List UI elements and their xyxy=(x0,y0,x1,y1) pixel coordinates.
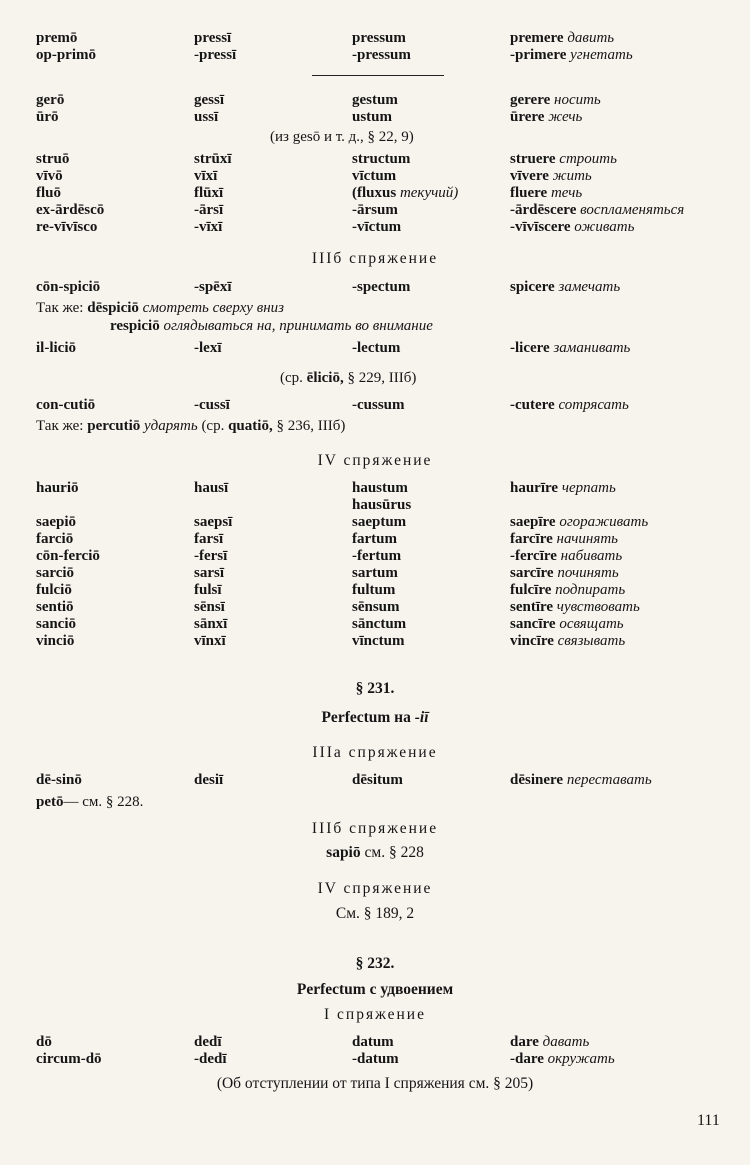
reference-word: petō xyxy=(36,794,64,810)
infinitive-word: premere xyxy=(510,30,564,46)
supine-form: sānctum xyxy=(352,616,407,632)
translation: окружать xyxy=(547,1051,615,1067)
supine-form: -spectum xyxy=(352,279,411,295)
perfect-form: desiī xyxy=(194,772,224,788)
present-form: dē-sinō xyxy=(36,772,82,788)
perfect-form: sēnsī xyxy=(194,599,225,615)
supine-form: pressum xyxy=(352,30,406,46)
conjugation-heading: IIIб спряжение xyxy=(311,250,439,267)
infinitive-word: vīvere xyxy=(510,168,549,184)
supine-form: haustum xyxy=(352,480,408,496)
translation: связывать xyxy=(557,633,626,649)
supine-form: fultum xyxy=(352,582,396,598)
supine-form: -datum xyxy=(352,1051,399,1067)
perfect-form: sānxī xyxy=(194,616,228,632)
perfect-form: -dedī xyxy=(194,1051,227,1067)
infinitive-word: struere xyxy=(510,151,556,167)
conjugation-heading: IIIa спряжение xyxy=(312,744,438,761)
translation: набивать xyxy=(560,548,623,564)
infinitive-form xyxy=(510,1051,615,1068)
also-note xyxy=(36,418,345,435)
translation: давить xyxy=(567,30,615,46)
translation: оживать xyxy=(574,219,635,235)
perfect-form: vīxī xyxy=(194,168,218,184)
supine-form: sartum xyxy=(352,565,398,581)
present-form: vinciō xyxy=(36,633,75,649)
infinitive-form xyxy=(510,514,648,531)
perfect-form: pressī xyxy=(194,30,232,46)
perfect-form: -pressī xyxy=(194,47,237,63)
translation: жечь xyxy=(548,109,583,125)
also-translation: смотреть сверху вниз xyxy=(142,300,284,316)
infinitive-word: -ārdēscere xyxy=(510,202,577,218)
supine-form: -ārsum xyxy=(352,202,398,218)
perfect-form: saepsī xyxy=(194,514,233,530)
translation: носить xyxy=(554,92,601,108)
perfect-form: ussī xyxy=(194,109,219,125)
future-participle-form: hausūrus xyxy=(352,497,412,513)
infinitive-word: fulcīre xyxy=(510,582,552,598)
present-form: ūrō xyxy=(36,109,59,125)
present-form: vīvō xyxy=(36,168,63,184)
translation: жить xyxy=(552,168,592,184)
page-number: 111 xyxy=(697,1112,720,1129)
supine-form: vīctum xyxy=(352,168,397,184)
translation: заманивать xyxy=(553,340,631,356)
present-form: hauriō xyxy=(36,480,79,496)
note-text: (ср. xyxy=(280,370,303,386)
footnote-205: (Об отступлении от типа I спряжения см. § 205) xyxy=(216,1075,534,1092)
reference-text: — см. § 228. xyxy=(63,794,144,810)
infinitive-word: fluere xyxy=(510,185,548,201)
infinitive-form xyxy=(510,340,630,357)
infinitive-form xyxy=(510,599,640,616)
infinitive-form xyxy=(510,279,620,296)
present-form: saepiō xyxy=(36,514,77,530)
infinitive-word: -fercīre xyxy=(510,548,557,564)
perfect-form: vīnxī xyxy=(194,633,226,649)
also-prefix: Так же: xyxy=(36,418,84,434)
also-note xyxy=(110,318,433,335)
also-word: respiciō xyxy=(110,318,160,334)
perfect-form: -ārsī xyxy=(194,202,224,218)
note-text: § 229, IIIб) xyxy=(347,370,417,386)
translation: сотрясать xyxy=(558,397,629,413)
translation: огораживать xyxy=(559,514,649,530)
infinitive-word: dare xyxy=(510,1034,539,1050)
infinitive-word: haurīre xyxy=(510,480,559,496)
supine-form: saeptum xyxy=(352,514,407,530)
supine-form: -cussum xyxy=(352,397,405,413)
infinitive-form xyxy=(510,548,622,565)
supine-form: fartum xyxy=(352,531,397,547)
infinitive-form xyxy=(510,92,601,109)
perfect-form: sarsī xyxy=(194,565,224,581)
section-number: § 232. xyxy=(355,955,395,972)
perfect-form: dedī xyxy=(194,1034,222,1050)
translation: угнетать xyxy=(570,47,633,63)
section-number: § 231. xyxy=(355,680,395,697)
perfect-form: -spēxī xyxy=(194,279,232,295)
supine-form: -vīctum xyxy=(352,219,402,235)
conjugation-heading: IIIб спряжение xyxy=(311,820,439,837)
infinitive-form xyxy=(510,616,624,633)
present-form: fulciō xyxy=(36,582,72,598)
present-form: il-liciō xyxy=(36,340,76,356)
supine-form xyxy=(352,185,458,202)
perfect-form: flūxī xyxy=(194,185,224,201)
translation: воспламеняться xyxy=(580,202,685,218)
translation: строить xyxy=(559,151,617,167)
infinitive-word: sarcīre xyxy=(510,565,554,581)
supine-form: sēnsum xyxy=(352,599,400,615)
present-form: sentiō xyxy=(36,599,74,615)
supine-form: datum xyxy=(352,1034,394,1050)
supine-form: -pressum xyxy=(352,47,411,63)
infinitive-form xyxy=(510,219,634,236)
infinitive-form xyxy=(510,397,629,414)
translation: давать xyxy=(542,1034,590,1050)
infinitive-word: vincīre xyxy=(510,633,554,649)
present-form: dō xyxy=(36,1034,52,1050)
present-form: sarciō xyxy=(36,565,75,581)
translation: течь xyxy=(550,185,583,201)
section-title: Perfectum с удвоением xyxy=(296,981,454,998)
perfect-form: -fersī xyxy=(194,548,228,564)
supine-form: dēsitum xyxy=(352,772,403,788)
present-form: cōn-spiciō xyxy=(36,279,101,295)
section-title-suffix: -iī xyxy=(414,709,429,726)
also-prefix: Так же: xyxy=(36,300,84,316)
present-form: gerō xyxy=(36,92,65,108)
supine-form: -fertum xyxy=(352,548,402,564)
infinitive-form xyxy=(510,582,625,599)
present-form: premō xyxy=(36,30,78,46)
infinitive-word: -dare xyxy=(510,1051,544,1067)
reference-note xyxy=(0,844,750,862)
infinitive-form xyxy=(510,168,592,185)
section-title xyxy=(0,709,750,727)
perfect-form: -cussī xyxy=(194,397,230,413)
perfect-form: -vīxī xyxy=(194,219,223,235)
translation: подпирать xyxy=(555,582,626,598)
infinitive-form xyxy=(510,772,652,789)
perfect-form: -lexī xyxy=(194,340,222,356)
supine-form: -lectum xyxy=(352,340,401,356)
reference-word: sapiō xyxy=(326,844,361,861)
translation: черпать xyxy=(561,480,616,496)
reference-text: см. § 228 xyxy=(364,844,424,861)
present-form: circum-dō xyxy=(36,1051,102,1067)
infinitive-form xyxy=(510,185,582,202)
perfect-form: farsī xyxy=(194,531,224,547)
infinitive-word: -primere xyxy=(510,47,567,63)
note-text: § 236, IIIб) xyxy=(276,418,346,434)
perfect-form: hausī xyxy=(194,480,229,496)
translation: переставать xyxy=(566,772,652,788)
present-form: sanciō xyxy=(36,616,77,632)
infinitive-word: dēsinere xyxy=(510,772,564,788)
supine-form: ustum xyxy=(352,109,393,125)
also-note xyxy=(36,300,284,317)
section-divider xyxy=(312,75,444,76)
also-translation: ударять xyxy=(144,418,198,434)
perfect-form: strūxī xyxy=(194,151,232,167)
infinitive-form xyxy=(510,633,625,650)
infinitive-form xyxy=(510,30,614,47)
conjugation-heading: IV спряжение xyxy=(317,452,433,469)
supine-form: gestum xyxy=(352,92,398,108)
participle-word: (fluxus xyxy=(352,185,397,201)
infinitive-word: -vīvīscere xyxy=(510,219,571,235)
present-form: ex-ārdēscō xyxy=(36,202,105,218)
infinitive-word: sancīre xyxy=(510,616,556,632)
also-translation: оглядываться на, принимать во внимание xyxy=(163,318,433,334)
infinitive-form xyxy=(510,47,633,64)
infinitive-word: gerere xyxy=(510,92,551,108)
section-title-text: Perfectum на xyxy=(321,709,411,726)
present-form: struō xyxy=(36,151,70,167)
note-elicio xyxy=(280,370,416,387)
conjugation-heading: I спряжение xyxy=(324,1006,426,1023)
participle-translation: текучий) xyxy=(399,185,459,201)
present-form: con-cutiō xyxy=(36,397,96,413)
also-word: quatiō, xyxy=(228,418,273,434)
infinitive-word: -cutere xyxy=(510,397,555,413)
present-form: cōn-ferciō xyxy=(36,548,100,564)
present-form: fluō xyxy=(36,185,62,201)
infinitive-form xyxy=(510,531,618,548)
supine-form: vīnctum xyxy=(352,633,405,649)
also-word: percutiō xyxy=(87,418,141,434)
translation: починять xyxy=(557,565,619,581)
reference-note: См. § 189, 2 xyxy=(335,905,415,922)
infinitive-word: ūrere xyxy=(510,109,545,125)
present-form: re-vīvīsco xyxy=(36,219,98,235)
note-geso: (из gesō и т. д., § 22, 9) xyxy=(270,129,414,145)
infinitive-word: spicere xyxy=(510,279,555,295)
infinitive-form xyxy=(510,480,616,497)
also-word: dēspiciō xyxy=(87,300,139,316)
reference-note xyxy=(36,794,143,811)
infinitive-form xyxy=(510,109,582,126)
note-word: ēliciō, xyxy=(306,370,344,386)
translation: замечать xyxy=(558,279,621,295)
note-text: (ср. xyxy=(201,418,225,434)
infinitive-word: -licere xyxy=(510,340,550,356)
supine-form: structum xyxy=(352,151,411,167)
conjugation-heading: IV спряжение xyxy=(317,880,433,897)
infinitive-word: farcīre xyxy=(510,531,553,547)
infinitive-form xyxy=(510,565,619,582)
present-form: farciō xyxy=(36,531,74,547)
present-form: op-primō xyxy=(36,47,96,63)
translation: начинять xyxy=(556,531,618,547)
translation: освящать xyxy=(559,616,624,632)
infinitive-form xyxy=(510,202,684,219)
infinitive-form xyxy=(510,1034,589,1051)
infinitive-word: sentīre xyxy=(510,599,554,615)
infinitive-word: saepīre xyxy=(510,514,556,530)
perfect-form: gessī xyxy=(194,92,224,108)
infinitive-form xyxy=(510,151,617,168)
perfect-form: fulsī xyxy=(194,582,222,598)
translation: чувствовать xyxy=(556,599,640,615)
